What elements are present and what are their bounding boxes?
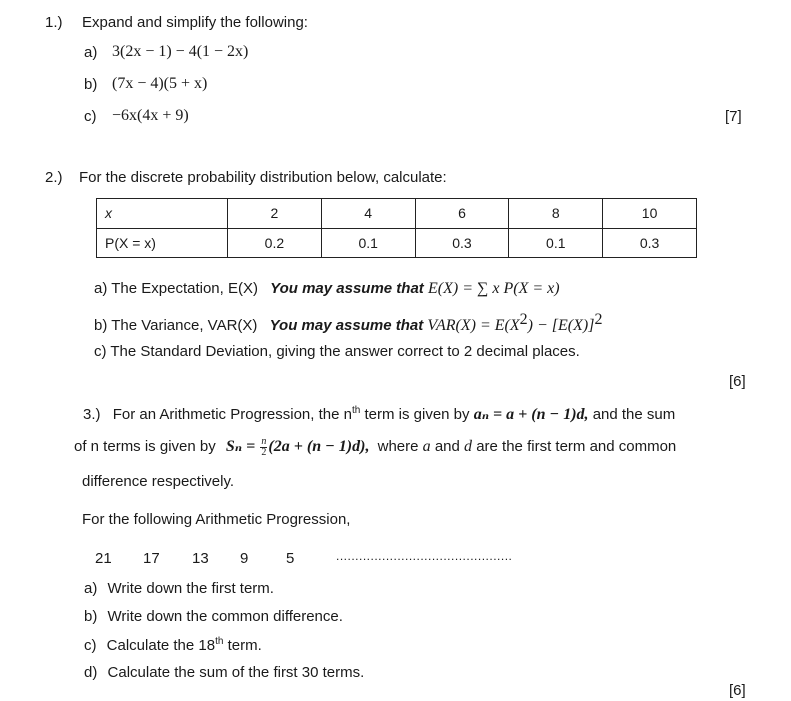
q3-part-a-text: Write down the first term. (107, 580, 274, 597)
q3-intro: For the following Arithmetic Progression, (82, 511, 351, 528)
q2-prompt: For the discrete probability distribution below, calculate: (79, 169, 447, 186)
sequence-dots: .............................................. (336, 549, 513, 563)
table-row-x (97, 199, 697, 229)
q2-part-b-text: b) The Variance, VAR(X) (94, 317, 258, 334)
table-cell-p: 0.3 (603, 228, 697, 258)
q2-part-b-formula-mid: ) − [E(X)] (527, 317, 595, 334)
table-cell-p: 0.1 (321, 228, 415, 258)
q2-part-a-hint: You may assume that (270, 280, 424, 297)
q3-sn-rhs: (2a + (n − 1)d), (268, 438, 370, 455)
table-header-p: P(X = x) (97, 228, 228, 258)
q3-line1-b: term is given by (364, 406, 470, 423)
table-header-x: x (97, 199, 228, 229)
q3-line2-b: where (377, 438, 419, 455)
q3-line2-d: are the first term and common (476, 438, 677, 455)
q1-part-b-expr: (7x − 4)(5 + x) (112, 75, 208, 92)
q3-marks: [6] (729, 682, 746, 699)
q3-part-c-sup: th (215, 636, 224, 647)
q2-part-b-squared: 2 (519, 311, 528, 328)
q3-part-c (84, 636, 262, 654)
q3-part-d (84, 664, 364, 681)
q3-fraction (260, 437, 267, 458)
q1-part-c-expr: −6x(4x + 9) (112, 107, 189, 124)
q3-sn-lhs: Sₙ = (225, 438, 256, 455)
table-cell-x: 2 (228, 199, 322, 229)
sequence-term: 9 (240, 550, 249, 567)
q3-line1-a: For an Arithmetic Progression, the n (112, 406, 352, 423)
q3-part-b (84, 608, 343, 625)
q3-frac-num: n (261, 435, 267, 447)
probability-table (96, 198, 697, 258)
q2-number: 2.) (45, 169, 63, 186)
table-cell-x: 10 (603, 199, 697, 229)
q3-line-2 (74, 436, 676, 458)
q3-part-d-label: d) (84, 664, 98, 681)
q3-part-a (84, 580, 274, 597)
q2-part-c-text: c) The Standard Deviation, giving the answer correct to 2 decimal places. (94, 343, 580, 360)
q3-part-d-text: Calculate the sum of the first 30 terms. (107, 664, 365, 681)
q1-prompt: Expand and simplify the following: (82, 14, 308, 31)
q2-part-b-formula-lhs: VAR(X) = E(X (427, 317, 520, 334)
q3-var-d: d (464, 438, 473, 455)
table-cell-p: 0.3 (415, 228, 509, 258)
q1-marks: [7] (725, 108, 742, 125)
q3-line2-c: and (434, 438, 460, 455)
q3-line1-th: th (351, 405, 361, 416)
q2-part-a-text: a) The Expectation, E(X) (94, 280, 258, 297)
q3-var-a: a (422, 438, 431, 455)
sequence-term: 5 (286, 550, 295, 567)
q2-part-b-hint: You may assume that (269, 317, 424, 334)
q2-part-a-formula: E(X) = ∑ x P(X = x) (427, 280, 560, 297)
q3-part-c-label: c) (84, 637, 97, 654)
q3-line-1 (83, 404, 675, 424)
q3-line-3: difference respectively. (82, 473, 235, 490)
table-cell-p: 0.2 (228, 228, 322, 258)
q1-part-a-expr: 3(2x − 1) − 4(1 − 2x) (112, 43, 249, 60)
q1-number: 1.) (45, 14, 63, 31)
q3-number: 3.) (83, 406, 101, 423)
q1-part-a-label: a) (84, 44, 98, 61)
q3-part-a-label: a) (84, 580, 98, 597)
q2-part-b-squared-2: 2 (594, 311, 603, 328)
q3-part-b-text: Write down the common difference. (107, 608, 343, 625)
table-cell-x: 6 (415, 199, 509, 229)
q3-part-c-text-post: term. (227, 637, 262, 654)
sequence-term: 17 (143, 550, 160, 567)
q2-marks: [6] (729, 373, 746, 390)
q3-line1-c: and the sum (592, 406, 676, 423)
q2-part-b (94, 311, 602, 335)
q3-line2-a: of n terms is given by (74, 438, 216, 455)
q3-an-formula: aₙ = a + (n − 1)d, (473, 406, 589, 423)
sequence-term: 21 (95, 550, 112, 567)
table-cell-x: 4 (321, 199, 415, 229)
q3-part-c-text: Calculate the 18 (106, 637, 216, 654)
q3-part-b-label: b) (84, 608, 98, 625)
table-cell-p: 0.1 (509, 228, 603, 258)
q1-part-c-label: c) (84, 108, 97, 125)
table-cell-x: 8 (509, 199, 603, 229)
q1-part-b-label: b) (84, 76, 98, 93)
table-row-p (97, 228, 697, 258)
q3-frac-den: 2 (261, 446, 267, 458)
q2-part-a (94, 280, 560, 298)
sequence-term: 13 (192, 550, 209, 567)
